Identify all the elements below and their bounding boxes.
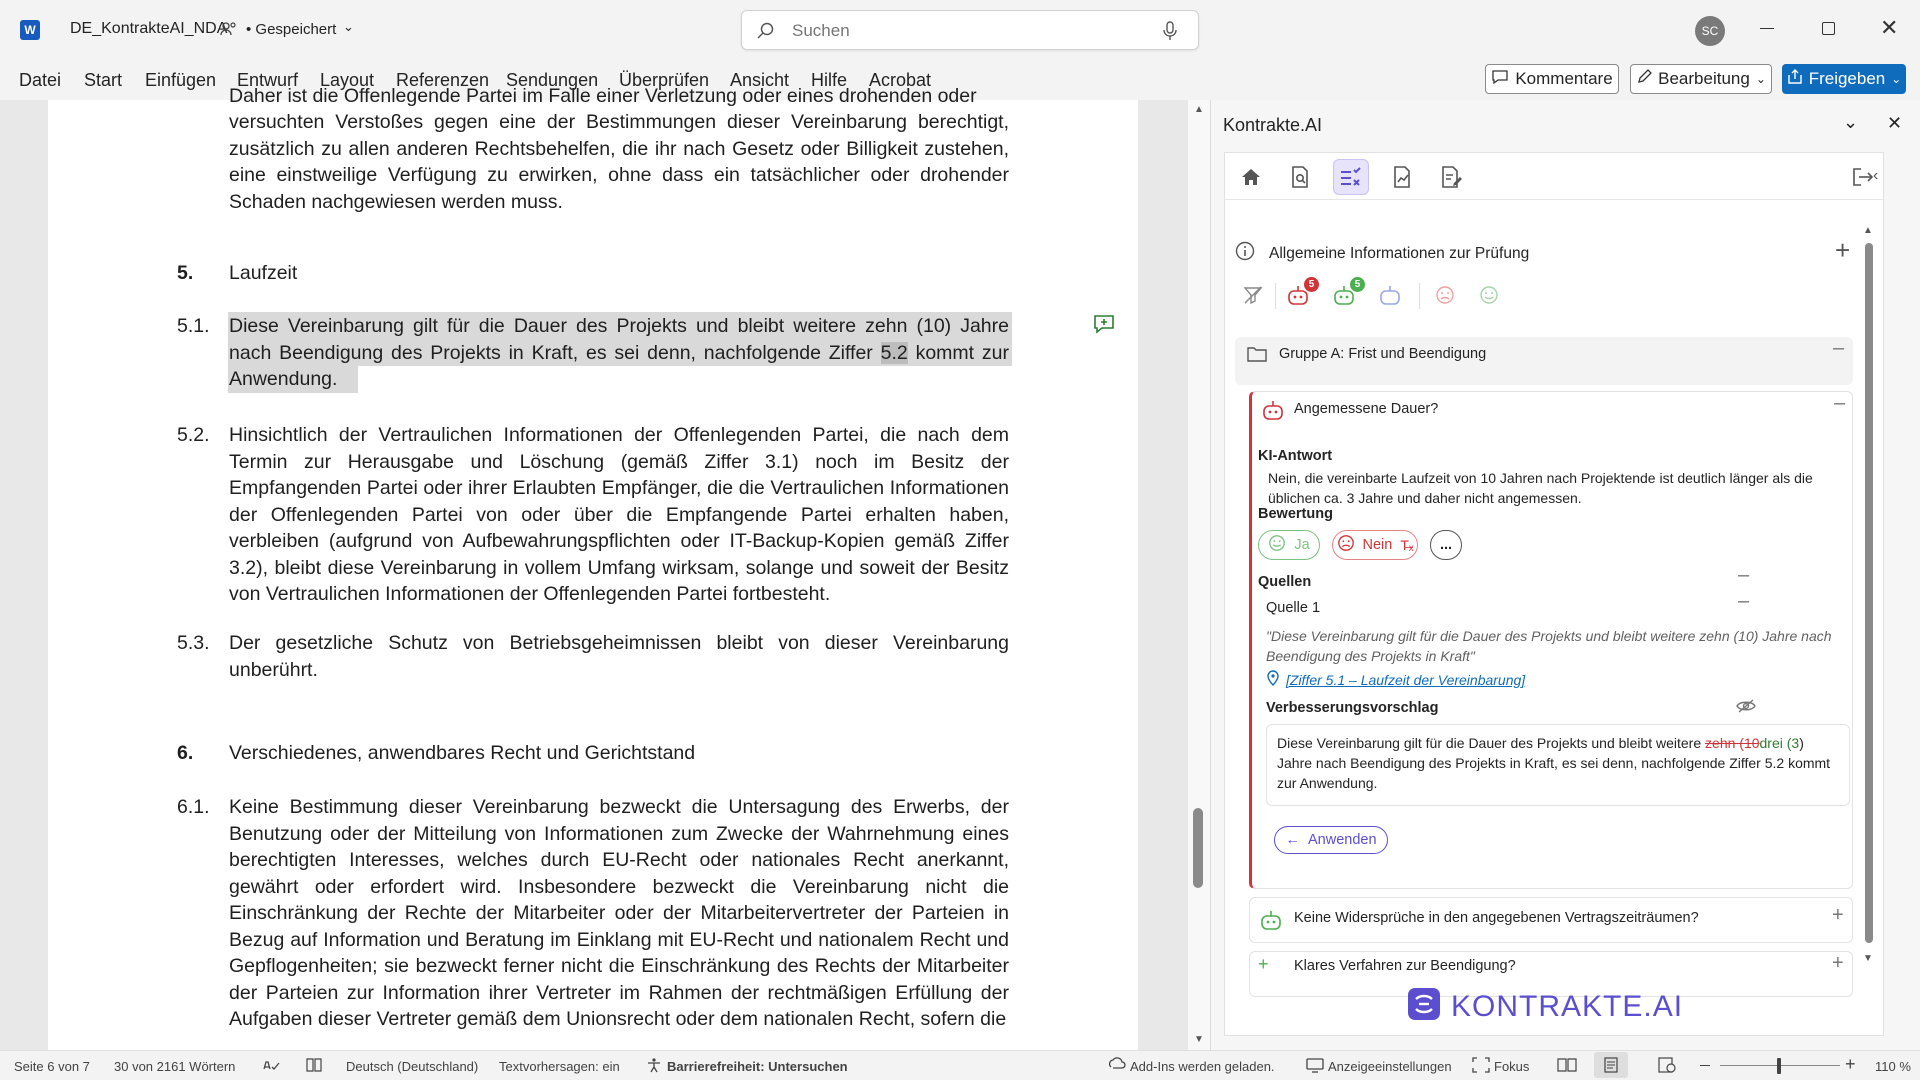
add-icon[interactable]: +	[1835, 235, 1851, 265]
menu-ueberpruefen[interactable]: Überprüfen	[619, 70, 710, 90]
review-checklist-icon[interactable]	[1333, 159, 1369, 195]
ai-answer-label: KI-Antwort	[1258, 448, 1333, 464]
sad-icon	[1337, 534, 1355, 556]
menu-referenzen[interactable]: Referenzen	[396, 70, 490, 90]
menu-einfuegen[interactable]: Einfügen	[145, 70, 217, 90]
filter-divider	[1275, 283, 1276, 309]
accessibility-check[interactable]: Barrierefreiheit: Untersuchen	[667, 1059, 848, 1074]
zoom-slider-thumb[interactable]	[1777, 1058, 1781, 1074]
suggestion-deleted: zehn (10	[1705, 735, 1760, 751]
page-indicator[interactable]: Seite 6 von 7	[14, 1059, 90, 1074]
restore-icon[interactable]	[1822, 22, 1835, 35]
panel-title: Kontrakte.AI	[1223, 115, 1323, 135]
section-5-number: 5.	[177, 262, 194, 284]
text-predictions[interactable]: Textvorhersagen: ein	[499, 1059, 620, 1074]
clause-6-1-number: 6.1.	[177, 796, 210, 818]
location-pin-icon	[1266, 670, 1280, 691]
clause-6-1-text[interactable]: Keine Bestimmung dieser Vereinbarung bezweckt die Untersagung des Erwerbs, der Benutzung oder der Mitteilung von Informationen zum Zwecke der Wahrnehmung eines berechtigten Interesses, welches durch EU-Recht oder nationales Recht anerkannt, gewährt oder erfordert wird. Insbesondere bezweckt die Vereinbarung nicht die Einschränkung der Rechte der Mitarbeiter oder der Mitarbeitervertreter der Parteien in Bezug auf Information und Beratung im Einklang mit EU-Recht und nationalem Recht und Gepflogenheiten; sie bezweckt ferner nicht die Einschränkung des Rechts der Mitarbeiter der Parteien zur Information ihrer Vertreter im Rahmen der rechtmäßigen Erfüllung der Aufgaben dieser Vertreter gemäß dem Unionsrecht oder dem nationalen Recht, sofern die	[229, 796, 1009, 1030]
hide-eye-icon[interactable]	[1736, 698, 1756, 719]
panel-scrollbar[interactable]	[1863, 225, 1875, 969]
status-bar	[0, 1050, 1920, 1080]
suggestion-inserted: drei (3	[1759, 735, 1800, 751]
microphone-icon[interactable]	[1162, 20, 1178, 47]
panel-scroll-down-arrow[interactable]: ▼	[1863, 953, 1873, 964]
section-6-number: 6.	[177, 742, 194, 764]
panel-side-toggle-icon[interactable]: ‹	[1873, 167, 1879, 184]
editing-mode-button[interactable]	[1630, 64, 1772, 94]
clause-5-2-text[interactable]: Hinsichtlich der Vertraulichen Informationen der Offenlegenden Partei, die nach dem Termin zur Herausgabe und Löschung (gemäß Ziffer 3.1) noch im Besitz der Empfangenden Partei oder ihrer Erlaubten Empfänger, die die Vertraulichen Informationen der Offenlegenden Partei von oder über die Empfangende Partei erhalten haben, verbleiben (aufgrund von Aufbewahrungspflichten oder IT-Backup-Kopien gemäß Ziffer 3.2), bleibt diese Vereinbarung in vollem Umfang wirksam, solange und soweit der Besitz von Vertraulichen Informationen der Offenlegenden Partei fortbesteht.	[229, 424, 1009, 605]
focus-icon	[1472, 1057, 1490, 1076]
partial-line[interactable]: Daher ist die Offenlegende Partei im Falle einer Verletzung oder eines drohenden oder	[229, 85, 977, 107]
clause-5-2-number: 5.2.	[177, 424, 210, 446]
filter-neutral-bot-icon[interactable]	[1377, 283, 1403, 312]
question-card-3-clip	[1249, 951, 1853, 974]
section-5-title[interactable]: Laufzeit	[229, 262, 298, 284]
scroll-thumb[interactable]	[1193, 808, 1203, 888]
comments-label: Kommentare	[1515, 69, 1613, 88]
menu-sendungen[interactable]: Sendungen	[506, 70, 599, 90]
clause-5-1-text[interactable]	[229, 313, 1009, 393]
kontrakte-panel-content	[1224, 152, 1884, 1036]
happy-icon	[1268, 534, 1286, 556]
info-icon	[1235, 241, 1255, 266]
panel-collapse-icon[interactable]: ⌄	[1843, 112, 1859, 132]
title-bar	[0, 0, 1920, 60]
rating-label: Bewertung	[1258, 506, 1333, 522]
document-edit-icon[interactable]	[1433, 159, 1469, 195]
share-label: Freigeben	[1808, 69, 1886, 88]
source-1-label[interactable]: Quelle 1	[1266, 600, 1321, 616]
scroll-down-arrow[interactable]: ▼	[1194, 1034, 1204, 1045]
clause-5-1-ref[interactable]: 5.2	[880, 341, 908, 364]
search-box[interactable]	[741, 10, 1199, 50]
filter-sad-icon[interactable]	[1435, 285, 1455, 310]
menu-start[interactable]: Start	[84, 70, 123, 90]
document-viewport	[0, 85, 1188, 1050]
print-layout-icon[interactable]	[1594, 1052, 1628, 1078]
display-settings-icon	[1306, 1057, 1324, 1076]
question-card-2[interactable]	[1249, 897, 1853, 943]
question-2-title: Keine Widersprüche in den angegebenen Vertragszeiträumen?	[1294, 910, 1699, 926]
proofing-icon[interactable]	[262, 1057, 280, 1076]
clause-5-1-part-b: kommt zur Anwendung.	[229, 341, 1009, 390]
editing-label: Bearbeitung	[1658, 69, 1750, 88]
addin-loading-icon	[1108, 1057, 1126, 1076]
rating-yes-button[interactable]	[1258, 530, 1320, 560]
toolbar-divider	[1225, 199, 1883, 200]
expand-icon[interactable]: +	[1832, 904, 1844, 926]
web-layout-icon[interactable]	[1658, 1057, 1676, 1076]
word-count[interactable]: 30 von 2161 Wörtern	[114, 1059, 236, 1074]
document-scrollbar[interactable]	[1188, 100, 1210, 1050]
menu-ansicht[interactable]: Ansicht	[730, 70, 790, 90]
menu-hilfe[interactable]: Hilfe	[811, 70, 848, 90]
paragraph-remedies[interactable]: versuchten Verstoßes gegen eine der Bestimmungen dieser Vereinbarung berechtigt, zusätzlich zu allen anderen Rechtsbehelfen, die ihr nach Gesetz oder Billigkeit zustehen, eine einstweilige Verfügung zu erwirken, ohne dass ein tatsächlicher oder drohender Schaden nachgewiesen werden muss.	[229, 111, 1009, 213]
read-mode-icon[interactable]	[1557, 1057, 1577, 1076]
chevron-down-icon[interactable]: ⌄	[343, 19, 354, 34]
addins-status[interactable]: Add-Ins werden geladen.	[1130, 1059, 1275, 1074]
panel-scroll-thumb[interactable]	[1865, 243, 1873, 943]
menu-acrobat[interactable]: Acrobat	[869, 70, 932, 90]
clear-format-icon: T̶ₓ	[1400, 537, 1414, 553]
arrow-left-icon: ←	[1285, 832, 1300, 848]
suggestion-pre: Diese Vereinbarung gilt für die Dauer des Projekts und bleibt weitere	[1277, 735, 1706, 751]
comments-button[interactable]	[1485, 64, 1619, 94]
question-3-title: Klares Verfahren zur Beendigung?	[1294, 958, 1516, 974]
clause-5-3-number: 5.3.	[177, 632, 210, 654]
rating-no-button[interactable]	[1332, 530, 1418, 560]
zoom-out-icon[interactable]	[1700, 1065, 1710, 1066]
negative-bot-icon	[1260, 398, 1286, 427]
clause-5-1-number: 5.1.	[177, 315, 210, 337]
apply-button[interactable]	[1274, 826, 1388, 854]
panel-scroll-up-arrow[interactable]: ▲	[1863, 225, 1873, 236]
pencil-icon	[1636, 69, 1652, 90]
home-icon[interactable]	[1233, 159, 1269, 195]
source-1-link[interactable]: [Ziffer 5.1 – Laufzeit der Vereinbarung]	[1286, 672, 1526, 688]
section-6-title[interactable]: Verschiedenes, anwendbares Recht und Gerichtstand	[229, 742, 696, 764]
clause-5-3-text[interactable]: Der gesetzliche Schutz von Betriebsgeheimnissen bleibt von dieser Vereinbarung unberührt.	[229, 632, 1009, 681]
scroll-up-arrow[interactable]: ▲	[1194, 104, 1204, 115]
comment-icon	[1491, 69, 1509, 90]
clause-5-1-part-a: Diese Vereinbarung gilt für die Dauer des Projekts und bleibt weitere zehn (10) Jahre nach Beendigung des Projekts in Kraft, es sei denn, nachfolgende Ziffer	[229, 315, 1009, 364]
document-chart-icon[interactable]	[1385, 159, 1421, 195]
filter-divider-2	[1419, 283, 1420, 309]
document-search-icon[interactable]	[1282, 159, 1318, 195]
suggestion-label: Verbesserungsvorschlag	[1266, 700, 1439, 716]
search-input[interactable]	[792, 19, 1132, 43]
save-status[interactable]: • Gespeichert	[246, 21, 337, 38]
apply-label: Anwenden	[1307, 832, 1377, 848]
zoom-in-icon[interactable]: +	[1845, 1054, 1856, 1074]
source-1-quote: "Diese Vereinbarung gilt für die Dauer des Projekts und bleibt weitere zehn (10) Jahre nach Beendigung des Projekts in Kraft"	[1266, 628, 1832, 664]
folder-icon	[1247, 346, 1267, 367]
menu-layout[interactable]: Layout	[320, 70, 375, 90]
menu-datei[interactable]: Datei	[19, 70, 62, 90]
shared-users-icon[interactable]	[220, 20, 238, 42]
collapse-icon[interactable]: –	[1738, 564, 1750, 586]
badge-green: 5	[1350, 277, 1365, 292]
close-icon[interactable]: ✕	[1880, 15, 1899, 40]
filter-happy-icon[interactable]	[1479, 285, 1499, 310]
kontrakte-logo	[1407, 987, 1683, 1026]
sources-label: Quellen	[1258, 574, 1312, 590]
document-name[interactable]: DE_KontrakteAI_NDA	[70, 20, 228, 37]
suggestion-post: ) Jahre nach Beendigung des Projekts in Kraft, es sei denn, nachfolgende Ziffer 5.2 kommt zur Anwendung.	[1277, 735, 1831, 791]
zoom-level[interactable]: 110 %	[1875, 1059, 1911, 1074]
panel-close-icon[interactable]: ✕	[1887, 113, 1903, 133]
collapse-icon[interactable]: –	[1834, 392, 1846, 414]
chevron-down-icon: ⌄	[1891, 72, 1902, 86]
badge-red: 5	[1304, 277, 1319, 292]
language-indicator[interactable]: Deutsch (Deutschland)	[346, 1059, 479, 1074]
comment-marker-icon[interactable]	[1092, 313, 1116, 340]
question-1-title[interactable]: Angemessene Dauer?	[1294, 401, 1439, 417]
rating-yes-label: Ja	[1294, 537, 1310, 553]
display-settings[interactable]: Anzeigeeinstellungen	[1328, 1059, 1452, 1074]
focus-mode[interactable]: Fokus	[1494, 1059, 1530, 1074]
rating-more-label: ...	[1439, 537, 1453, 553]
word-app-icon: W	[20, 20, 40, 40]
group-a-title: Gruppe A: Frist und Beendigung	[1279, 346, 1487, 362]
positive-bot-icon	[1258, 908, 1284, 937]
share-icon	[1787, 69, 1803, 90]
kontrakte-logo-icon	[1407, 987, 1441, 1026]
avatar[interactable]: SC	[1695, 16, 1725, 46]
share-button[interactable]	[1782, 64, 1906, 94]
positive-bot-icon: +	[1258, 954, 1269, 974]
chevron-down-icon: ⌄	[1755, 72, 1766, 86]
kontrakte-logo-text: KONTRAKTE.AI	[1451, 989, 1684, 1023]
menu-entwurf[interactable]: Entwurf	[237, 70, 299, 90]
collapse-icon[interactable]: –	[1833, 337, 1845, 359]
expand-icon[interactable]: +	[1832, 952, 1844, 974]
rating-no-label: Nein	[1362, 537, 1393, 553]
rating-more-button[interactable]	[1430, 530, 1462, 560]
question-card-1	[1249, 391, 1853, 889]
search-icon	[756, 21, 776, 46]
suggestion-box[interactable]	[1266, 724, 1850, 806]
group-a-header[interactable]	[1235, 337, 1853, 385]
filter-clear-icon[interactable]	[1243, 285, 1263, 310]
ai-answer-text: Nein, die vereinbarte Laufzeit von 10 Jahren nach Projektende ist deutlich länger als die üblichen ca. 3 Jahre und daher nicht angemessen.	[1268, 470, 1813, 506]
general-info-label[interactable]: Allgemeine Informationen zur Prüfung	[1269, 245, 1530, 262]
accessibility-icon	[646, 1057, 662, 1076]
collapse-icon[interactable]: –	[1738, 590, 1750, 612]
book-check-icon[interactable]	[305, 1057, 323, 1076]
minimize-icon[interactable]	[1760, 28, 1774, 29]
